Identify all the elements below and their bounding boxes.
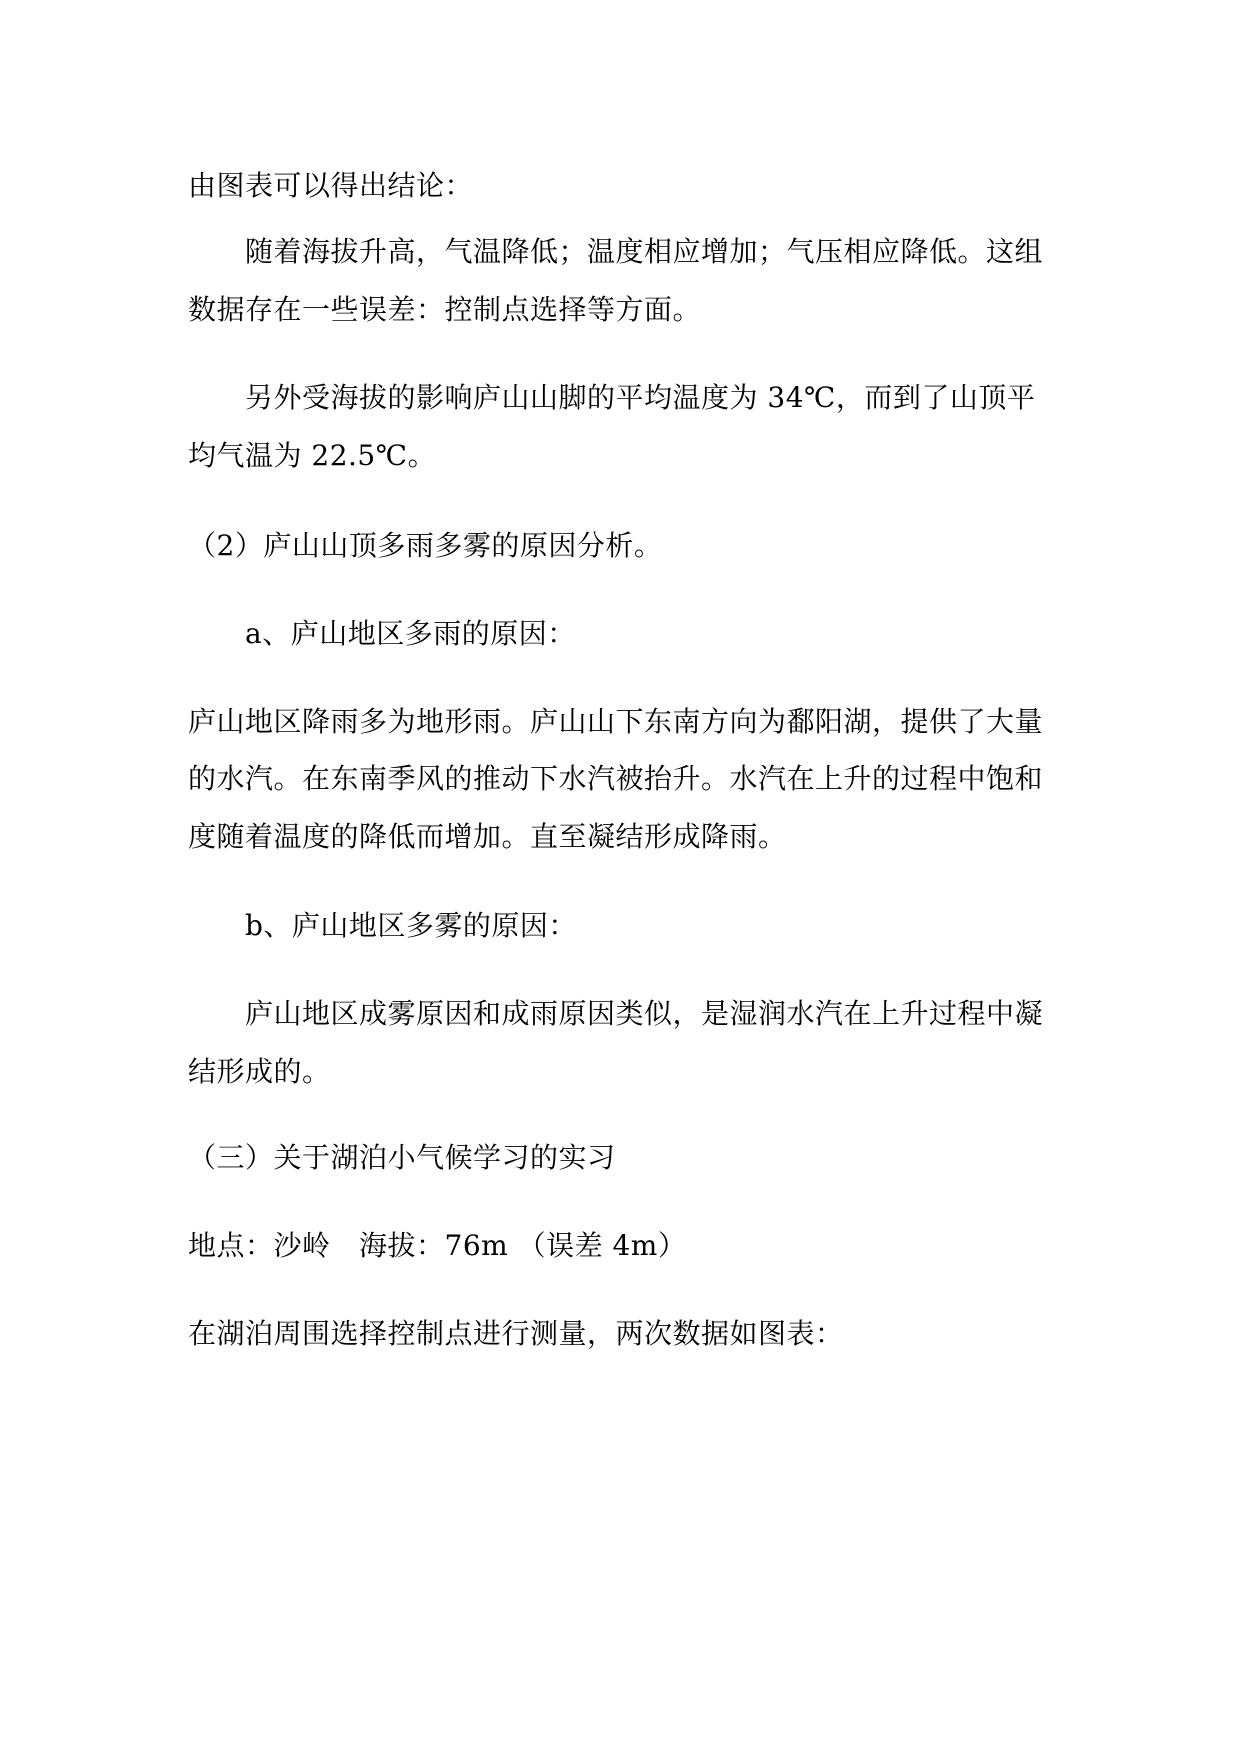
paragraph-line: 的水汽。在东南季风的推动下水汽被抬升。水汽在上升的过程中饱和 <box>188 762 1044 795</box>
conclusion-heading: 由图表可以得出结论： <box>188 169 474 202</box>
subsection-heading: b、庐山地区多雾的原因： <box>245 909 577 942</box>
paragraph-line: 在湖泊周围选择控制点进行测量，两次数据如图表： <box>188 1317 844 1350</box>
paragraph-line: 另外受海拔的影响庐山山脚的平均温度为 34℃，而到了山顶平 <box>245 381 1036 414</box>
paragraph-line: 随着海拔升高，气温降低；温度相应增加；气压相应降低。这组 <box>245 235 1044 268</box>
paragraph-line: 庐山地区降雨多为地形雨。庐山山下东南方向为鄱阳湖，提供了大量 <box>188 705 1044 738</box>
paragraph-line: 结形成的。 <box>188 1055 331 1088</box>
location-line: 地点：沙岭 海拔：76m （误差 4m） <box>188 1229 687 1262</box>
subsection-heading: a、庐山地区多雨的原因： <box>245 617 576 650</box>
paragraph-line: 均气温为 22.5℃。 <box>188 439 437 472</box>
paragraph-line: 度随着温度的降低而增加。直至凝结形成降雨。 <box>188 820 787 853</box>
paragraph-line: 数据存在一些误差：控制点选择等方面。 <box>188 293 702 326</box>
paragraph-line: 庐山地区成雾原因和成雨原因类似，是湿润水汽在上升过程中凝 <box>245 997 1044 1030</box>
section-heading: （三）关于湖泊小气候学习的实习 <box>188 1141 616 1174</box>
section-heading: （2）庐山山顶多雨多雾的原因分析。 <box>188 529 663 562</box>
